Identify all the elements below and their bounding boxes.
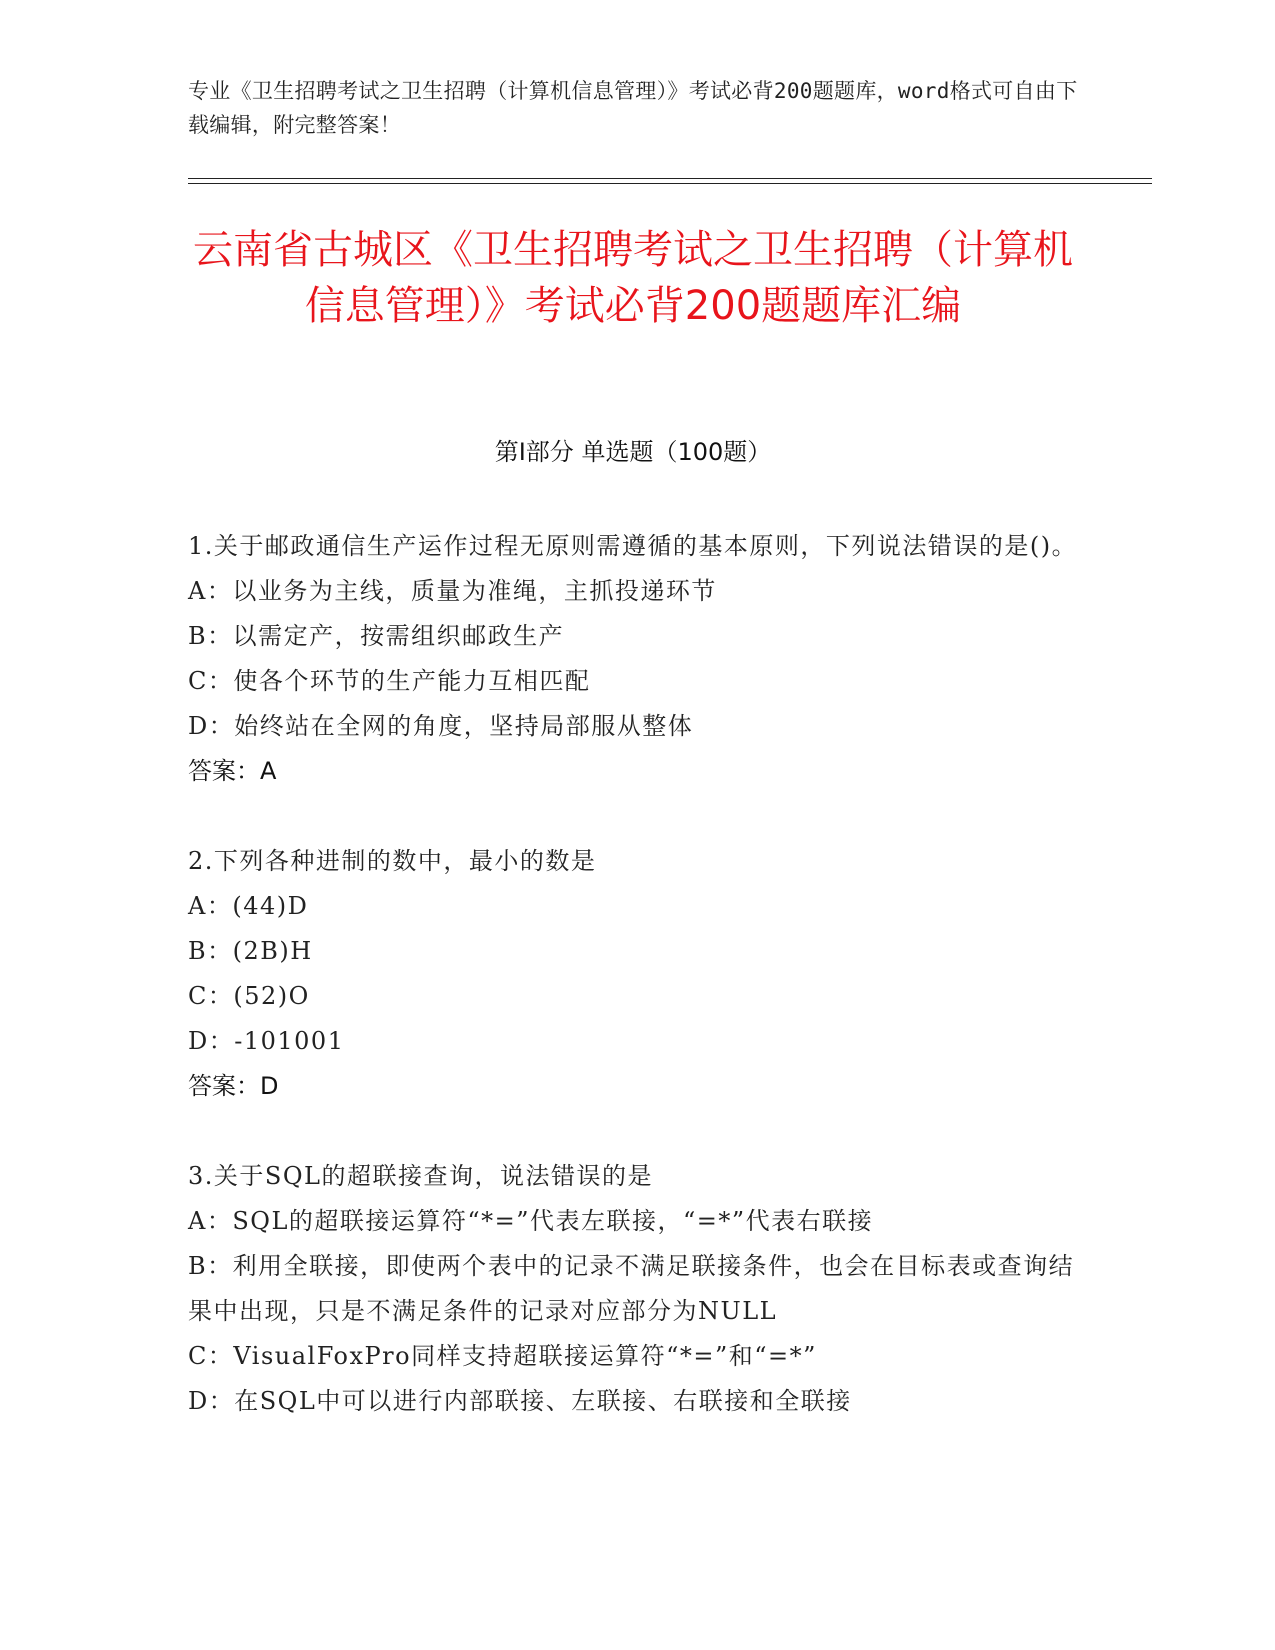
question-item bbox=[188, 839, 1088, 1109]
question-item bbox=[188, 524, 1088, 794]
question-option-d: D：始终站在全网的角度，坚持局部服从整体 bbox=[188, 712, 694, 740]
section-heading: 第I部分 单选题（100题） bbox=[494, 438, 772, 466]
question-stem: 1.关于邮政通信生产运作过程无原则需遵循的基本原则，下列说法错误的是()。 bbox=[188, 532, 1078, 560]
question-option-a: A：以业务为主线，质量为准绳，主抓投递环节 bbox=[188, 577, 717, 605]
question-option-a: A：SQL的超联接运算符“*=”代表左联接，“=*”代表右联接 bbox=[188, 1207, 874, 1235]
question-stem: 2.下列各种进制的数中，最小的数是 bbox=[188, 847, 597, 875]
question-option-c: C：VisualFoxPro同样支持超联接运算符“*=”和“=*” bbox=[188, 1342, 817, 1370]
question-stem: 3.关于SQL的超联接查询，说法错误的是 bbox=[188, 1162, 653, 1190]
question-option-b: B：利用全联接，即使两个表中的记录不满足联接条件，也会在目标表或查询结果中出现，只是不满足条件的记录对应部分为NULL bbox=[188, 1252, 1075, 1325]
question-answer: 答案：D bbox=[188, 1072, 279, 1100]
question-option-c: C：(52)O bbox=[188, 982, 310, 1010]
question-option-d: D：-101001 bbox=[188, 1027, 345, 1055]
header-divider-thick bbox=[188, 178, 1152, 179]
question-option-c: C：使各个环节的生产能力互相匹配 bbox=[188, 667, 591, 695]
header-note: 专业《卫生招聘考试之卫生招聘（计算机信息管理）》考试必背200题题库，word格式可自由下载编辑，附完整答案！ bbox=[188, 79, 1078, 137]
header-divider-thin bbox=[188, 183, 1152, 184]
question-item bbox=[188, 1154, 1088, 1424]
question-option-b: B：(2B)H bbox=[188, 937, 313, 965]
question-option-d: D：在SQL中可以进行内部联接、左联接、右联接和全联接 bbox=[188, 1387, 852, 1415]
document-title: 云南省古城区《卫生招聘考试之卫生招聘（计算机信息管理）》考试必背200题题库汇编 bbox=[193, 227, 1073, 329]
question-list bbox=[188, 524, 1088, 1469]
question-option-a: A：(44)D bbox=[188, 892, 309, 920]
question-option-b: B：以需定产，按需组织邮政生产 bbox=[188, 622, 565, 650]
question-answer: 答案：A bbox=[188, 757, 277, 785]
